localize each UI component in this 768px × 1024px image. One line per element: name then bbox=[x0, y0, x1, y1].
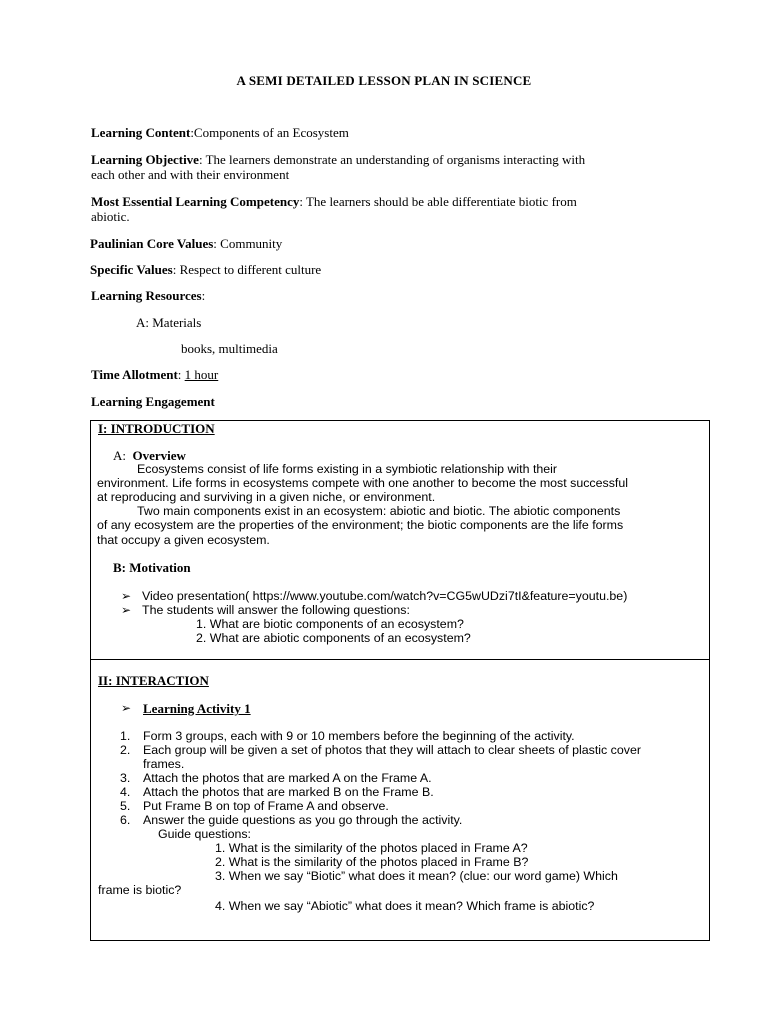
overview-line: Two main components exist in an ecosystem: abiotic and biotic. The abiotic components bbox=[137, 504, 621, 518]
materials-label: A: Materials bbox=[136, 315, 202, 330]
motivation-bullet: The students will answer the following questions: bbox=[142, 603, 410, 617]
materials-value: books, multimedia bbox=[181, 341, 278, 356]
step-number: 6. bbox=[120, 813, 131, 827]
specific-values-value: : Respect to different culture bbox=[172, 262, 322, 277]
learning-objective-line1: : The learners demonstrate an understanding of organisms interacting with bbox=[198, 152, 586, 167]
learning-objective-label: Learning Objective bbox=[91, 152, 199, 167]
overview-line: environment. Life forms in ecosystems compete with one another to become the most successful bbox=[97, 476, 628, 490]
step-text: Attach the photos that are marked B on the Frame B. bbox=[143, 785, 434, 799]
overview-line: of any ecosystem are the properties of the environment; the biotic components are the life forms bbox=[97, 518, 624, 532]
overview-label: Overview bbox=[132, 448, 186, 463]
competency bbox=[91, 194, 577, 209]
guide-questions-label: Guide questions: bbox=[158, 827, 251, 841]
learning-resources-label: Learning Resources bbox=[91, 288, 202, 303]
introduction-heading-text: I: INTRODUCTION bbox=[98, 421, 215, 436]
motivation-question: 1. What are biotic components of an ecosystem? bbox=[196, 617, 464, 631]
learning-content bbox=[91, 125, 349, 140]
guide-question: 3. When we say “Biotic” what does it mean? (clue: our word game) Which bbox=[215, 869, 618, 883]
core-values-label: Paulinian Core Values bbox=[90, 236, 214, 251]
learning-resources-colon: : bbox=[201, 288, 206, 303]
step-number: 2. bbox=[120, 743, 131, 757]
learning-content-value: :Components of an Ecosystem bbox=[190, 125, 349, 140]
step-text: Each group will be given a set of photos that they will attach to clear sheets of plastic cover bbox=[143, 743, 641, 757]
core-values-value: : Community bbox=[213, 236, 283, 251]
interaction-heading bbox=[98, 673, 209, 688]
step-text: Attach the photos that are marked A on the Frame A. bbox=[143, 771, 432, 785]
motivation-label: B: Motivation bbox=[113, 560, 191, 575]
arrow-bullet-icon: ➢ bbox=[121, 603, 132, 617]
specific-values bbox=[90, 262, 321, 277]
guide-question: 2. What is the similarity of the photos placed in Frame B? bbox=[215, 855, 529, 869]
time-allotment-label: Time Allotment bbox=[91, 367, 178, 382]
step-text: Put Frame B on top of Frame A and observe. bbox=[143, 799, 389, 813]
interaction-heading-text: II: INTERACTION bbox=[98, 673, 209, 688]
learning-engagement-text: Learning Engagement bbox=[91, 394, 215, 409]
learning-activity-heading bbox=[143, 701, 251, 716]
introduction-heading bbox=[98, 421, 215, 436]
overview-line: that occupy a given ecosystem. bbox=[97, 533, 270, 547]
guide-question: 1. What is the similarity of the photos placed in Frame A? bbox=[215, 841, 528, 855]
overview-line: Ecosystems consist of life forms existing in a symbiotic relationship with their bbox=[137, 462, 558, 476]
core-values bbox=[90, 236, 282, 251]
motivation-question: 2. What are abiotic components of an ecosystem? bbox=[196, 631, 471, 645]
overview-heading bbox=[113, 448, 186, 463]
learning-objective-line2: each other and with their environment bbox=[91, 167, 290, 182]
overview-line: at reproducing and surviving in a given niche, or environment. bbox=[97, 490, 436, 504]
time-allotment bbox=[91, 367, 218, 382]
time-allotment-colon: : bbox=[177, 367, 185, 382]
guide-question-continuation: frame is biotic? bbox=[98, 883, 182, 897]
learning-content-label: Learning Content bbox=[91, 125, 191, 140]
motivation-heading bbox=[113, 560, 191, 575]
learning-engagement-label bbox=[91, 394, 215, 409]
page-title: A SEMI DETAILED LESSON PLAN IN SCIENCE bbox=[236, 73, 532, 88]
overview-letter: A: bbox=[113, 448, 126, 463]
competency-label: Most Essential Learning Competency bbox=[91, 194, 300, 209]
arrow-bullet-icon: ➢ bbox=[121, 589, 132, 603]
specific-values-label: Specific Values bbox=[90, 262, 173, 277]
learning-activity-label: Learning Activity 1 bbox=[143, 701, 251, 716]
step-text: Answer the guide questions as you go through the activity. bbox=[143, 813, 463, 827]
motivation-bullet: Video presentation( https://www.youtube.com/watch?v=CG5wUDzi7tI&feature=youtu.be) bbox=[142, 589, 628, 603]
step-number: 5. bbox=[120, 799, 131, 813]
step-text: frames. bbox=[143, 757, 185, 771]
guide-question: 4. When we say “Abiotic” what does it mean? Which frame is abiotic? bbox=[215, 899, 595, 913]
competency-line2: abiotic. bbox=[91, 209, 130, 224]
learning-objective bbox=[91, 152, 585, 167]
step-number: 3. bbox=[120, 771, 131, 785]
step-number: 1. bbox=[120, 729, 131, 743]
time-allotment-value: 1 hour bbox=[184, 367, 219, 382]
step-number: 4. bbox=[120, 785, 131, 799]
arrow-bullet-icon: ➢ bbox=[121, 701, 132, 715]
step-text: Form 3 groups, each with 9 or 10 members before the beginning of the activity. bbox=[143, 729, 575, 743]
learning-resources bbox=[91, 288, 205, 303]
competency-line1: : The learners should be able differentiate biotic from bbox=[299, 194, 577, 209]
